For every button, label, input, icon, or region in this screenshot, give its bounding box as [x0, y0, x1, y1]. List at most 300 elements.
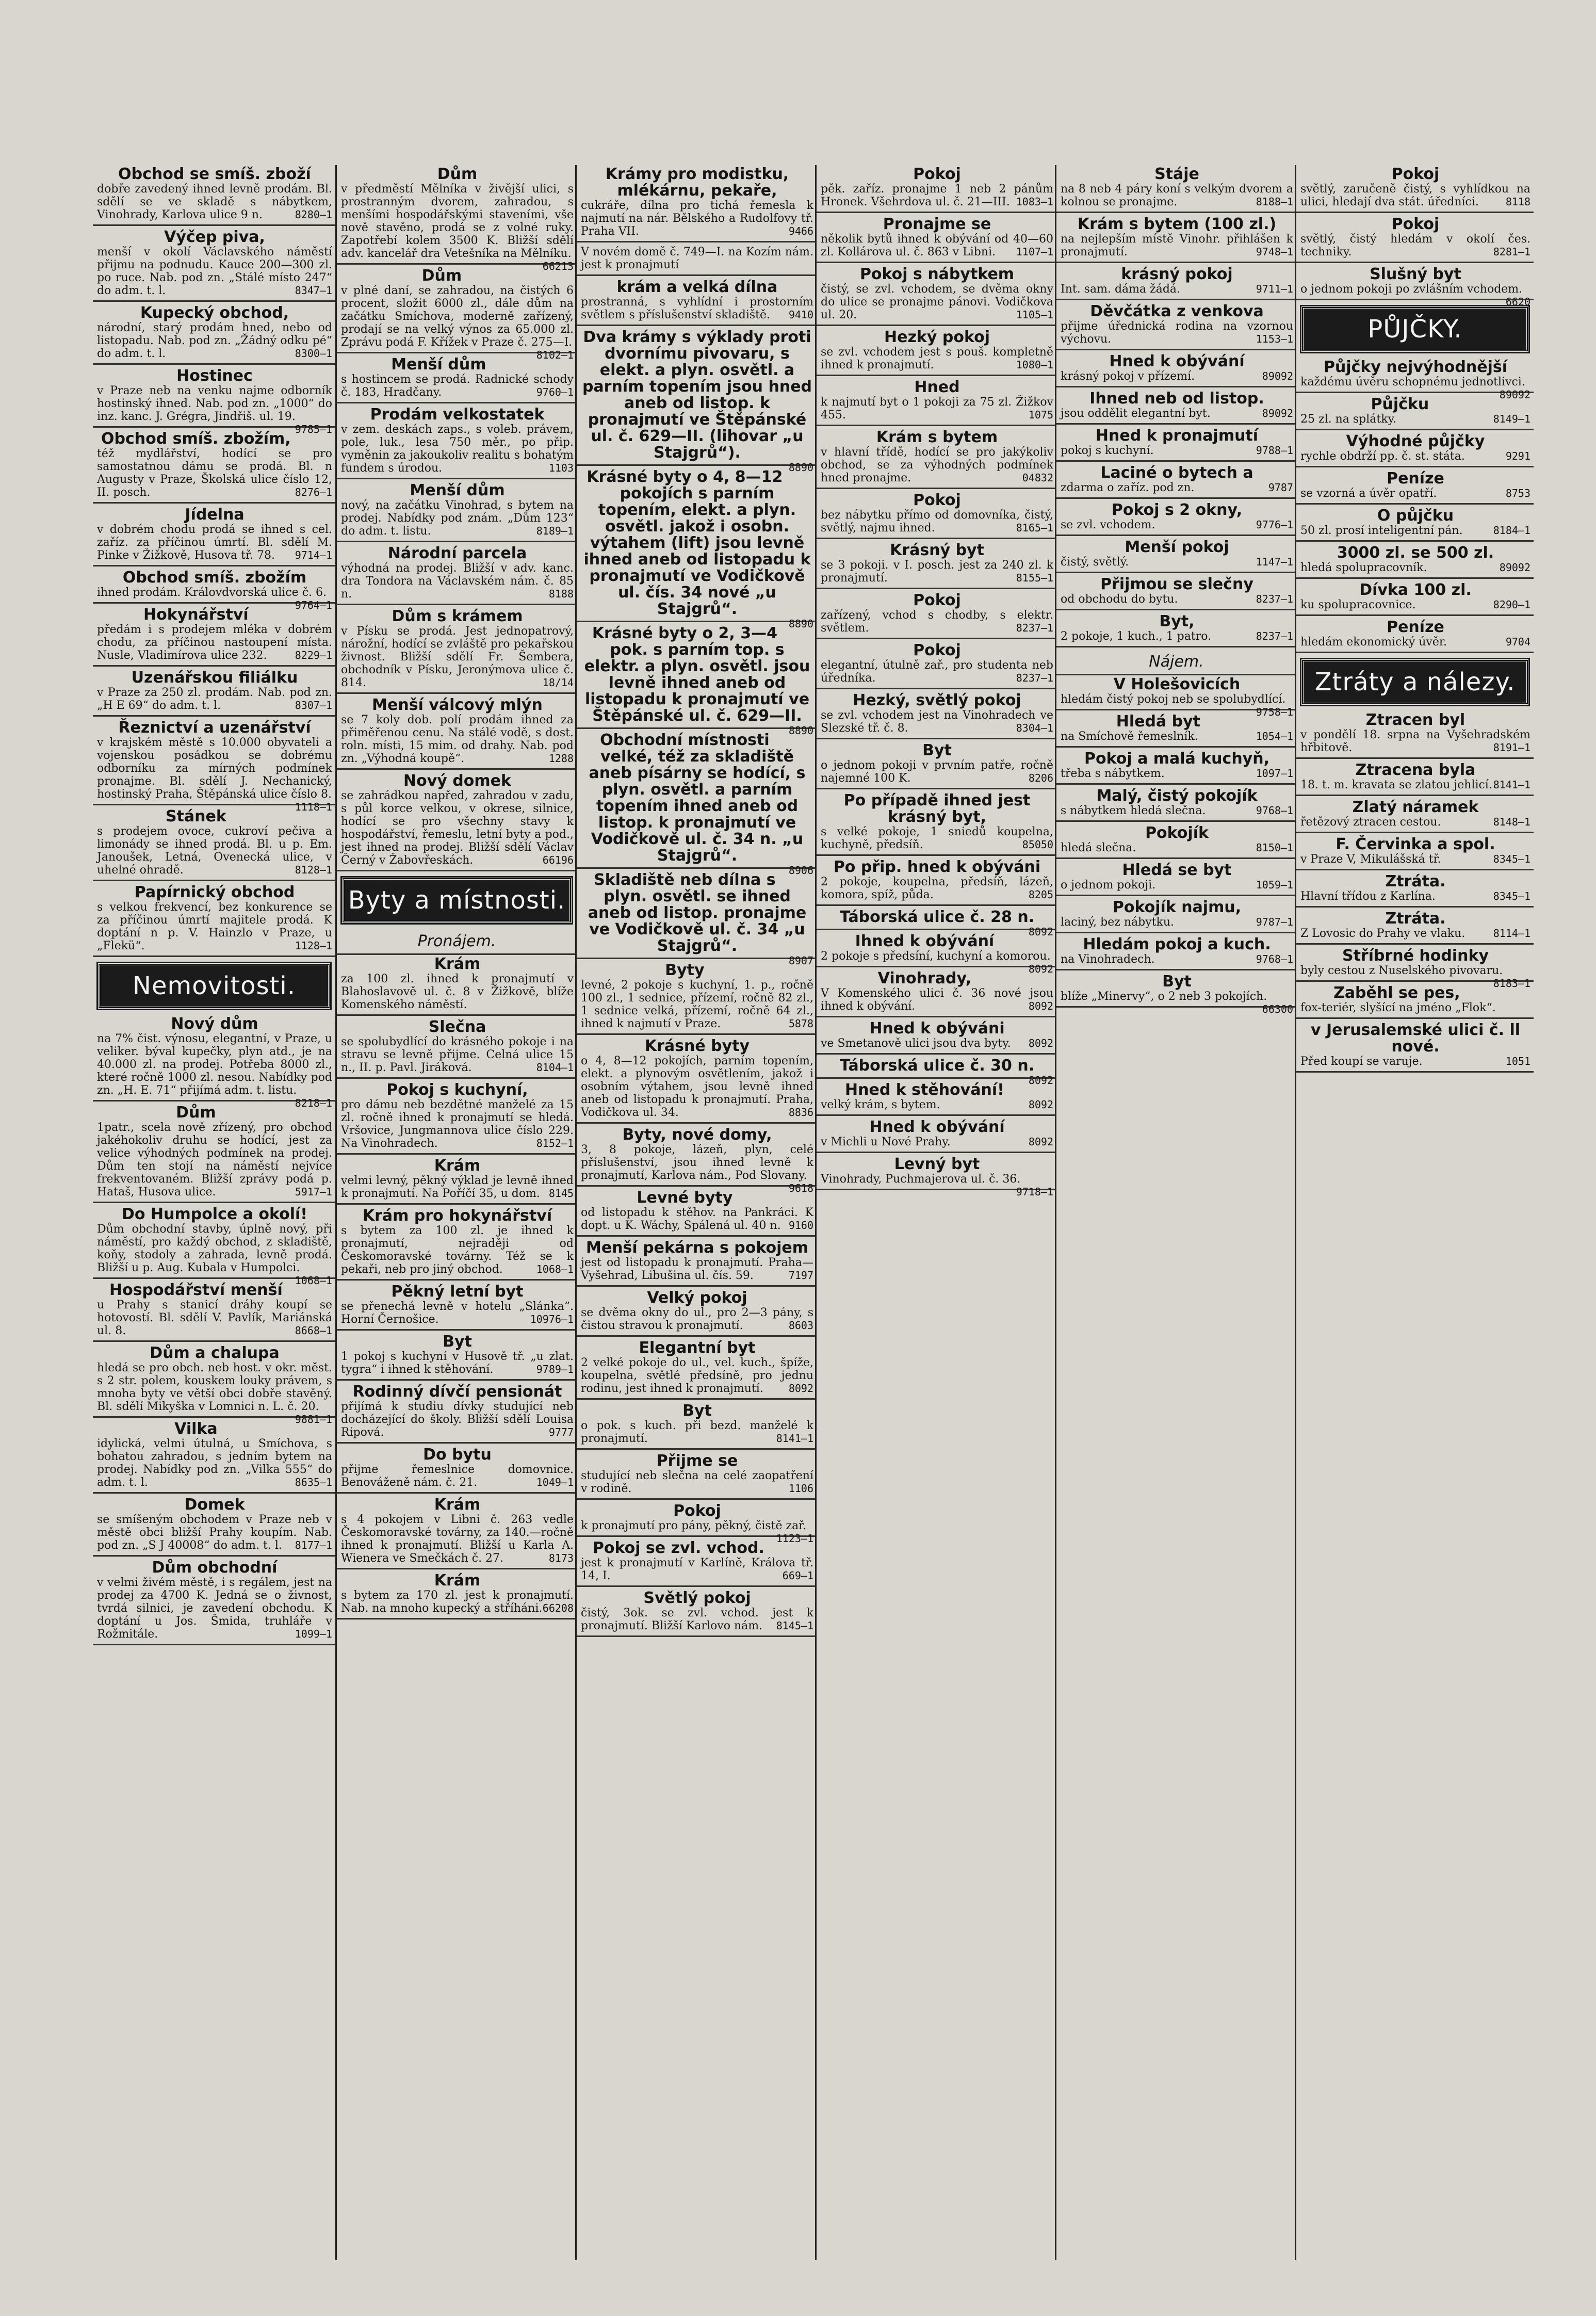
ad-text	[341, 499, 574, 538]
ad-code: 8092	[1028, 1136, 1053, 1148]
ad-text	[1300, 283, 1530, 308]
classified-ad	[337, 1283, 577, 1331]
ad-title: Hledám pokoj a kuch.	[1083, 935, 1271, 953]
ad-body: v předměstí Mělníka v živější ulici, s prostranným dvorem, zahradou, s menšími hospodářskými staveními, vše nově stavěno, prodá se z volné ruky. Zapotřebí kolem 3500 K. Bližší sdělí adv. kancelář dra Vetešníka na Mělníku.	[341, 183, 574, 260]
ad-body: výhodná na prodej. Bližší v adv. kanc. dra Tondora na Václavském nám. č. 85 n.	[341, 562, 574, 601]
ad-text	[821, 709, 1053, 735]
ad-body: čistý, světlý.	[1061, 556, 1129, 569]
ad-code: 8092	[1028, 963, 1053, 975]
classified-ad	[93, 1496, 335, 1557]
ad-code: 9789—1	[536, 1363, 574, 1375]
ad-title: Stříbrné hodinky	[1342, 947, 1489, 965]
ad-title: Hned k stěhování!	[845, 1081, 1004, 1099]
ad-body: světlý, zaručeně čistý, s vyhlídkou na ulici, hledají dva stát. úředníci.	[1300, 183, 1530, 208]
ad-title: Byty	[665, 961, 705, 979]
classified-ad	[1296, 395, 1534, 430]
ad-text	[1061, 519, 1293, 531]
ad-title: Půjčky nejvýhodnější	[1323, 358, 1508, 376]
ad-body: řetězový ztracen cestou.	[1300, 816, 1441, 829]
ad-code: 89092	[1499, 388, 1530, 401]
ad-text	[581, 1356, 813, 1395]
newspaper-page	[93, 165, 1532, 2260]
ad-code: 1083—1	[1016, 196, 1053, 208]
classified-ad	[1056, 575, 1296, 610]
ad-title: Nový dům	[171, 1015, 258, 1033]
ad-body: Vinohrady, Puchmajerova ul. č. 36.	[821, 1173, 1021, 1186]
ad-title: Vilka	[174, 1420, 218, 1438]
ad-code: 8141—1	[776, 1432, 813, 1445]
ad-title: Děvčátka z venkova	[1090, 302, 1264, 320]
subsection-heading: Pronájem.	[337, 929, 577, 955]
ad-code: 8345—1	[1493, 853, 1530, 865]
ad-code: 9768—1	[1256, 953, 1293, 965]
classified-ad	[577, 961, 817, 1035]
ad-body: Hlavní třídou z Karlína.	[1300, 890, 1436, 903]
classified-ad	[817, 641, 1056, 689]
ad-code: 9748—1	[1256, 246, 1293, 258]
ad-body: 50 zl. prosí inteligentní pán.	[1300, 524, 1463, 537]
column-6	[1295, 165, 1534, 2260]
ad-title: Velký pokoj	[647, 1289, 747, 1307]
ad-code: 66300	[1262, 1003, 1293, 1015]
ad-title: krám a velká dílna	[616, 278, 778, 296]
ad-text	[581, 1143, 813, 1194]
ad-text	[1300, 1001, 1530, 1014]
ad-code: 1153—1	[1256, 333, 1293, 345]
classified-ad	[1056, 787, 1296, 822]
ad-title: Krásné byty	[644, 1037, 750, 1055]
ad-title: Pokojík	[1145, 824, 1209, 842]
classified-ad	[1056, 612, 1296, 647]
classified-ad	[1056, 861, 1296, 896]
ad-text	[1061, 283, 1293, 296]
ad-code: 8280—1	[295, 208, 332, 221]
classified-ad	[337, 355, 577, 403]
ad-text	[1061, 320, 1293, 346]
classified-ad	[1056, 215, 1296, 263]
ad-title: Vinohrady,	[877, 969, 972, 987]
classified-ad	[817, 858, 1056, 906]
ad-code: 89092	[1262, 407, 1293, 419]
ad-body: hledá se pro obch. neb host. v okr. měst. s 2 str. polem, kouskem louky právem, s mnoha byty ve větší obci dobře stavěný. Bl. sdělí Mikyška v Lomnici n. L. č. 20.	[97, 1362, 332, 1413]
classified-ad	[817, 541, 1056, 589]
ad-title: Uzenářskou filiálku	[131, 669, 298, 687]
ad-text	[341, 973, 574, 1011]
ad-code: 8183—1	[1493, 977, 1530, 990]
ad-code: 8836	[788, 1106, 813, 1119]
ad-body: k pronajmutí pro pány, pěkný, čistě zař.	[581, 1519, 807, 1532]
ad-body: 18. t. m. kravata se zlatou jehlicí.	[1300, 779, 1492, 791]
ad-text	[581, 1419, 813, 1445]
ad-code: 8191—1	[1493, 741, 1530, 754]
ad-body: rychle obdrží pp. č. st. státa.	[1300, 450, 1465, 463]
ad-text	[1300, 183, 1530, 208]
ad-text	[821, 183, 1053, 208]
section-heading: Nemovitosti.	[98, 963, 330, 1009]
ad-body: jest k pronajmutí v Karlíně, Králova tř. 14, I.	[581, 1557, 813, 1582]
ad-text	[821, 1098, 1053, 1111]
ad-title: Hezký pokoj	[884, 328, 990, 346]
ad-text	[341, 1513, 574, 1565]
classified-ad	[93, 569, 335, 611]
ad-title: Zlatý náramek	[1352, 798, 1479, 816]
ad-code: 8304—1	[1016, 722, 1053, 734]
ad-body: se přenechá levně v hotelu „Slánka“. Horní Černošice.	[341, 1300, 574, 1326]
classified-ad	[577, 468, 817, 630]
ad-code: 1049—1	[536, 1476, 574, 1488]
subsection-heading: Nájem.	[1056, 650, 1296, 675]
ad-text	[1061, 990, 1293, 1015]
ad-text	[1300, 728, 1530, 754]
ad-code: 9704	[1505, 636, 1530, 648]
classified-ad	[337, 1018, 577, 1079]
classified-ad	[1056, 935, 1296, 970]
ad-body: hledá slečna.	[1061, 841, 1136, 854]
classified-ad	[337, 1383, 577, 1444]
ad-text	[821, 446, 1053, 484]
ad-text	[1061, 693, 1293, 718]
ad-body: elegantní, útulně zař., pro studenta neb úředníka.	[821, 659, 1053, 685]
ad-code: 8155—1	[1016, 572, 1053, 584]
classified-ad	[1056, 302, 1296, 350]
ad-code: 66196	[542, 854, 574, 866]
ad-body: každému úvěru schopnému jednotlivci.	[1300, 376, 1525, 388]
ad-body: v pondělí 18. srpna na Vyšehradském hřbitově.	[1300, 728, 1530, 754]
ad-title: Ztráta.	[1385, 910, 1446, 928]
ad-text	[821, 233, 1053, 258]
ad-text	[341, 625, 574, 689]
ad-text	[1300, 561, 1530, 574]
classified-ad	[1296, 618, 1534, 653]
ad-code: 1051	[1505, 1055, 1530, 1067]
classified-ad	[817, 1155, 1056, 1198]
ad-title: Domek	[184, 1496, 245, 1514]
ad-body: Před koupí se varuje.	[1300, 1055, 1423, 1068]
ad-code: 8118	[1505, 196, 1530, 208]
ad-body: na 8 neb 4 páry koní s velkým dvorem a kolnou se pronajme.	[1061, 183, 1293, 208]
ad-text	[1061, 370, 1293, 383]
ad-body: s hostincem se prodá. Radnické schody č. 183, Hradčany.	[341, 373, 574, 399]
ad-text	[97, 1576, 332, 1641]
ad-text	[1300, 890, 1530, 903]
ad-title: Hned k obýváni	[869, 1019, 1005, 1038]
classified-ad	[817, 165, 1056, 213]
ad-body: zařízený, vchod s chodby, s elektr. světlem.	[821, 609, 1053, 635]
ad-text	[97, 1032, 332, 1109]
ad-title: v Jerusalemské ulici č. ll nové.	[1310, 1021, 1521, 1056]
ad-title: Byt	[922, 741, 952, 759]
ad-code: 9410	[788, 309, 813, 321]
ad-title: Malý, čistý pokojík	[1096, 787, 1258, 805]
ad-title: Ztráta.	[1385, 872, 1446, 890]
ad-body: se vzorná a úvěr opatří.	[1300, 487, 1437, 500]
ad-text	[97, 384, 332, 435]
ad-text	[821, 509, 1053, 535]
ad-code: 1288	[548, 752, 574, 765]
column-5	[1055, 165, 1296, 2260]
ad-code: 9787—1	[1256, 916, 1293, 928]
classified-ad	[1296, 798, 1534, 833]
classified-ad	[337, 165, 577, 272]
ad-body: se zvl. vchodem.	[1061, 519, 1155, 531]
ad-title: Laciné o bytech a	[1100, 464, 1253, 482]
ad-title: F. Červinka a spol.	[1336, 835, 1495, 853]
ad-text	[821, 759, 1053, 785]
classified-ad	[577, 871, 817, 967]
ad-code: 9758—1	[1256, 706, 1293, 718]
ad-code: 8635—1	[295, 1476, 332, 1488]
ad-code: 1107—1	[1016, 246, 1053, 258]
ad-title: V Holešovicích	[1113, 675, 1241, 693]
ad-text	[821, 659, 1053, 685]
ad-code: 5917—1	[295, 1186, 332, 1198]
ad-code: 8149—1	[1493, 413, 1530, 425]
classified-ad	[337, 607, 577, 694]
classified-ad	[1056, 427, 1296, 462]
classified-ad	[1296, 872, 1534, 908]
ad-text	[341, 1350, 574, 1376]
ad-title: O půjčku	[1377, 507, 1454, 525]
ad-body: blíže „Minervy“, o 2 neb 3 pokojích.	[1061, 990, 1267, 1003]
ad-title: Pokoj	[1391, 215, 1440, 233]
classified-ad	[577, 1339, 817, 1400]
classified-ad	[93, 1559, 335, 1645]
ad-text	[97, 321, 332, 360]
ad-title: Pokoj	[913, 165, 961, 183]
ad-code: 8753	[1505, 487, 1530, 499]
ad-text	[581, 1256, 813, 1282]
ad-text	[821, 825, 1053, 851]
ad-code: 1105—1	[1016, 309, 1053, 321]
ad-title: Stáje	[1154, 165, 1199, 183]
ad-text	[1061, 841, 1293, 854]
ad-code: 10976—1	[530, 1313, 574, 1325]
classified-ad	[1296, 544, 1534, 579]
classified-ad	[817, 378, 1056, 426]
ad-code: 8114—1	[1493, 927, 1530, 940]
ad-text	[581, 1469, 813, 1495]
ad-body: světlý, čistý hledám v okolí čes. techniky.	[1300, 233, 1530, 258]
ad-title: Hokynářství	[143, 606, 249, 624]
classified-ad	[337, 772, 577, 871]
ad-title: Kupecký obchod,	[140, 304, 289, 322]
ad-text	[97, 447, 332, 499]
ad-title: Rodinný dívčí pensionát	[352, 1383, 562, 1401]
ad-title: Hledá se byt	[1122, 861, 1232, 879]
classified-ad	[577, 278, 817, 326]
ad-text	[581, 1206, 813, 1232]
ad-body: o pok. s kuch. při bezd. manželé k pronajmutí.	[581, 1419, 813, 1445]
classified-ad	[817, 428, 1056, 489]
ad-title: Jídelna	[185, 506, 245, 524]
column-2	[335, 165, 577, 2260]
ad-body: se zvl. vchodem jest na Vinohradech ve Slezské tř. č. 8.	[821, 709, 1053, 735]
ad-body: v dobrém chodu prodá se ihned s cel. zaříz. za příčinou úmrtí. Bl. sdělí M. Pinke v Žižkově, Husova tř. 78.	[97, 523, 332, 562]
section-heading: PŮJČKY.	[1301, 306, 1528, 352]
classified-ad	[93, 1344, 335, 1426]
ad-body: prostranná, s vyhlídní i prostorním světlem s příslušenství skladiště.	[581, 296, 813, 321]
ad-code: 9618	[788, 1182, 813, 1194]
classified-ad	[1056, 501, 1296, 536]
ad-body: V novém domě č. 749—I. na Kozím nám. jest k pronajmutí	[581, 246, 813, 271]
ad-code: 9785—1	[295, 423, 332, 435]
classified-ad	[93, 1104, 335, 1203]
classified-ad	[1296, 910, 1534, 945]
ad-text	[1061, 730, 1293, 743]
ad-title: Peníze	[1387, 469, 1444, 488]
classified-ad	[577, 1502, 817, 1545]
ad-body: krásný pokoj v přízemí.	[1061, 370, 1195, 383]
ad-code: 8890	[788, 461, 813, 474]
ad-body: o jednom pokoji po zvlášním vchodem.	[1300, 283, 1523, 296]
ad-code: 1123—1	[776, 1532, 813, 1545]
classified-ad	[1056, 750, 1296, 785]
ad-body: ihned prodám. Královdvorská ulice č. 6.	[97, 586, 327, 599]
ad-code: 8189—1	[536, 525, 574, 537]
ad-body: 2 pokoje, 1 kuch., 1 patro.	[1061, 630, 1212, 643]
ad-title: Slečna	[428, 1018, 486, 1036]
ad-title: Hostinec	[176, 367, 253, 385]
ad-code: 1103	[548, 462, 574, 474]
classified-ad	[577, 328, 817, 474]
ad-text	[1300, 927, 1530, 940]
ad-code: 9768—1	[1256, 804, 1293, 817]
ad-title: Hned k pronajmutí	[1095, 427, 1259, 445]
ad-code: 9718—1	[1016, 1186, 1053, 1198]
ad-code: 8152—1	[536, 1137, 574, 1149]
ad-code: 9291	[1505, 450, 1530, 462]
ad-text	[97, 1513, 332, 1552]
ad-body: ve Smetanově ulici jsou dva byty.	[821, 1037, 1011, 1050]
ad-code: 8290—1	[1493, 598, 1530, 611]
section-heading: Ztráty a nálezy.	[1301, 659, 1528, 705]
ad-body: o jednom pokoji.	[1061, 879, 1156, 892]
ad-title: Dům	[421, 267, 462, 285]
ad-title: Pokoj s nábytkem	[859, 265, 1015, 283]
ad-text	[581, 1055, 813, 1119]
ad-title: Obchodní místnosti velké, též za skladiště aneb písárny se hodící, s plyn. osvětl. a parním topením ihned aneb od listop. k pronajmutí ve Vodičkově ul. č. 34 n. „u Stajgrů“.	[589, 731, 806, 865]
classified-ad	[1296, 432, 1534, 467]
ad-code: 8150—1	[1256, 841, 1293, 854]
classified-ad	[817, 791, 1056, 856]
classified-ad	[577, 1452, 817, 1500]
ad-text	[1300, 376, 1530, 401]
ad-body: v Písku se prodá. Jest jednopatrový, nárožní, hodící se zvláště pro pekařskou živnost. Bližší sdělí Fr. Šembera, obchodník v Písku, Jeronýmova ulice č. 814.	[341, 625, 574, 689]
ad-text	[341, 562, 574, 601]
ad-text	[1300, 413, 1530, 426]
ad-code: 7197	[788, 1269, 813, 1282]
classified-ad	[817, 932, 1056, 975]
ad-body: hledá spolupracovník.	[1300, 561, 1427, 574]
ad-code: 8907	[788, 954, 813, 967]
ad-title: Do Humpolce a okolí!	[122, 1205, 307, 1223]
ad-body: V Komenského ulici č. 36 nové jsou ihned k obývání.	[821, 987, 1053, 1013]
ad-body: předám i s prodejem mléka v dobrém chodu, za příčinou nastoupení místa. Nusle, Vladimírova ulice 232.	[97, 623, 332, 662]
classified-ad	[1056, 265, 1296, 300]
classified-ad	[337, 1081, 577, 1155]
classified-ad	[577, 1239, 817, 1287]
ad-title: Dům obchodní	[152, 1559, 278, 1577]
classified-ad	[1296, 581, 1534, 616]
ad-body: s bytem za 170 zl. jest k pronajmutí. Nab. na mnoho kupecký a stříháni.	[341, 1589, 574, 1615]
ad-text	[821, 1037, 1053, 1050]
ad-body: na Smíchově řemeslník.	[1061, 730, 1198, 743]
ad-body: hledám čistý pokoj neb se spolubydlící.	[1061, 693, 1286, 706]
ad-body: jest od listopadu k pronajmutí. Praha—Vyšehrad, Libušina ul. čís. 59.	[581, 1256, 813, 1282]
classified-ad	[577, 624, 817, 737]
ad-text	[581, 199, 813, 238]
classified-ad	[1296, 711, 1534, 759]
ad-code: 8128—1	[295, 864, 332, 876]
ad-text	[1061, 593, 1293, 606]
classified-ad	[817, 1019, 1056, 1055]
ad-text	[97, 1299, 332, 1337]
classified-ad	[337, 1496, 577, 1569]
classified-ad	[1056, 824, 1296, 859]
classified-ad	[93, 807, 335, 881]
ad-text	[821, 950, 1053, 975]
ad-text	[1300, 1055, 1530, 1068]
ad-title: Obchod smíš. zbožím,	[101, 430, 291, 448]
classified-ad	[337, 1572, 577, 1619]
classified-ad	[1056, 165, 1296, 213]
ad-text	[341, 284, 574, 361]
ad-body: na 7% čist. výnosu, elegantní, v Praze, u veliker. býval kupečky, plyn atd., je na 40.000 zl. na prodej. Potřeba 8000 zl., které ročně 1000 zl. nesou. Nabídky pod zn. „H. E. 71“ přijímá adm. t. listu.	[97, 1032, 332, 1097]
ad-body: 2 pokoje, koupelna, předsíň, lázeň, komora, spíž, půda.	[821, 876, 1053, 901]
ad-code: 669—1	[782, 1569, 813, 1582]
ad-text	[1300, 598, 1530, 611]
classified-ad	[337, 544, 577, 605]
ad-title: Světlý pokoj	[643, 1589, 751, 1607]
ad-body: se 7 koly dob. polí prodám ihned za přiměřenou cenu. Na stálé vodě, s dost. roln. místi, 15 mim. od drahy. Nab. pod zn. „Výhodná koupě“.	[341, 714, 574, 765]
ad-text	[1300, 853, 1530, 866]
ad-text	[821, 559, 1053, 585]
ad-title: 3000 zl. se 500 zl.	[1337, 544, 1494, 562]
ad-text	[821, 1136, 1053, 1148]
ad-text	[1061, 630, 1293, 643]
ad-body: s velké pokoje, 1 sniedů koupelna, kuchyně, předsíň.	[821, 825, 1053, 851]
ad-body: hledám ekonomický úvěr.	[1300, 636, 1447, 649]
ad-body: o 4, 8—12 pokojích, parním topením, elekt. a plynovým osvětlením, jakož i osobním výtahem, jsou levně ihned aneb od listopadu k pronajmutí. Praha, Vodičkova ul. 34.	[581, 1055, 813, 1119]
ad-title: Nový domek	[403, 772, 511, 790]
ad-code: 8173	[548, 1552, 574, 1564]
ad-body: cukráře, dílna pro tichá řemesla k najmutí na nár. Bělského a Rudolfovy tř. Praha VII.	[581, 199, 813, 238]
ad-body: třeba s nábytkem.	[1061, 767, 1165, 780]
ad-body: velmi levný, pěkný výklad je levně ihned k pronajmutí. Na Poříčí 35, u dom.	[341, 1174, 574, 1200]
column-3	[575, 165, 817, 2260]
ad-title: Levné byty	[637, 1189, 733, 1207]
ad-code: 8092	[1028, 926, 1053, 938]
classified-ad	[1296, 165, 1534, 213]
ad-body: přijme řemeslnice domovnice. Benováženě nám. č. 21.	[341, 1463, 574, 1489]
ad-body: v Praze neb na venku najme odborník hostinský ihned. Nab. pod zn. „1000“ do inz. kanc. J. Grégra, Jindřiš. ul. 19.	[97, 384, 332, 423]
ad-text	[1061, 916, 1293, 929]
ad-title: Papírnický obchod	[134, 883, 295, 901]
ad-code: 66213	[542, 260, 574, 272]
ad-text	[97, 183, 332, 221]
ad-code: 1075	[1028, 409, 1053, 421]
ad-body: 2 pokoje s předsíní, kuchyní a komorou.	[821, 950, 1051, 963]
ad-code: 8345—1	[1493, 890, 1530, 902]
ad-title: Přijme se	[656, 1452, 738, 1470]
ad-code: 1128—1	[295, 940, 332, 952]
ad-body: zdarma o zaříz. pod zn.	[1061, 481, 1195, 494]
classified-ad	[817, 491, 1056, 539]
classified-ad	[1056, 538, 1296, 573]
ad-title: Elegantní byt	[639, 1339, 756, 1357]
ad-code: 8218—1	[295, 1097, 332, 1109]
ad-title: Hned	[914, 378, 960, 396]
